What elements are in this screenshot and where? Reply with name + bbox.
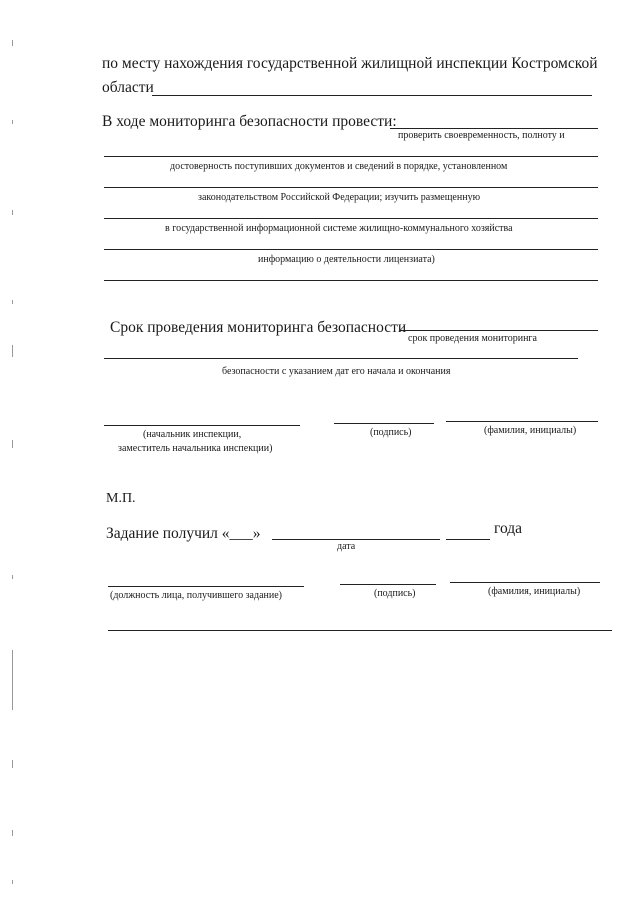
scan-speck bbox=[12, 440, 13, 448]
sig1-signature-line bbox=[334, 423, 434, 424]
monitoring-fill-line-0 bbox=[390, 128, 598, 129]
monitoring-fill-line-4 bbox=[104, 249, 598, 250]
monitoring-note-4: информацию о деятельности лицензиата) bbox=[258, 254, 435, 265]
monitoring-fill-line-5 bbox=[104, 280, 598, 281]
sig2-signature-label: (подпись) bbox=[374, 588, 416, 599]
monitoring-note-1: достоверность поступивших документов и сведений в порядке, установленном bbox=[170, 161, 508, 172]
scan-speck bbox=[12, 880, 13, 884]
sig2-position-line bbox=[108, 586, 304, 587]
header-line-2: области bbox=[102, 79, 154, 96]
scan-speck bbox=[12, 830, 13, 836]
bottom-rule bbox=[108, 630, 612, 631]
sig1-signature-label: (подпись) bbox=[370, 427, 412, 438]
scan-speck bbox=[12, 120, 13, 124]
scan-speck bbox=[12, 210, 13, 215]
sig2-position-label: (должность лица, получившего задание) bbox=[110, 590, 282, 601]
sig1-name-label: (фамилия, инициалы) bbox=[484, 425, 577, 436]
received-year-line bbox=[446, 539, 490, 540]
sig1-position-label-2: заместитель начальника инспекции) bbox=[118, 443, 273, 454]
scan-speck bbox=[12, 345, 13, 357]
monitoring-note-2: законодательством Российской Федерации; изучить размещенную bbox=[198, 192, 481, 203]
header-line-1: по месту нахождения государственной жилищной инспекции Костромской bbox=[102, 55, 598, 72]
monitoring-fill-line-3 bbox=[104, 218, 598, 219]
sig2-name-label: (фамилия, инициалы) bbox=[488, 586, 581, 597]
received-date-note: дата bbox=[337, 541, 356, 552]
scan-speck bbox=[12, 575, 13, 579]
received-year-word: года bbox=[494, 520, 523, 537]
monitoring-note-3: в государственной информационной системе жилищно-коммунального хозяйства bbox=[165, 223, 513, 234]
stamp-label: М.П. bbox=[106, 491, 136, 506]
term-label: Срок проведения мониторинга безопасности bbox=[110, 319, 407, 336]
scan-speck bbox=[12, 760, 13, 768]
monitoring-label: В ходе мониторинга безопасности провести: bbox=[102, 113, 397, 130]
sig1-name-line bbox=[446, 421, 598, 422]
monitoring-fill-line-2 bbox=[104, 187, 598, 188]
sig1-position-line bbox=[104, 425, 300, 426]
header-fill-line bbox=[152, 95, 592, 96]
sig1-position-label: (начальник инспекции, bbox=[143, 429, 242, 440]
scan-speck bbox=[12, 40, 13, 46]
sig2-signature-line bbox=[340, 584, 436, 585]
term-note-2: безопасности с указанием дат его начала и окончания bbox=[222, 366, 451, 377]
monitoring-note-0: проверить своевременность, полноту и bbox=[398, 130, 565, 141]
received-label: Задание получил «___» bbox=[106, 525, 261, 542]
sig2-name-line bbox=[450, 582, 600, 583]
monitoring-fill-line-1 bbox=[104, 156, 598, 157]
scan-speck bbox=[12, 300, 13, 304]
term-fill-line-1 bbox=[400, 330, 598, 331]
scan-speck bbox=[12, 650, 13, 710]
received-date-line bbox=[272, 539, 440, 540]
term-note-1: срок проведения мониторинга bbox=[408, 333, 537, 344]
term-fill-line-2 bbox=[104, 358, 578, 359]
